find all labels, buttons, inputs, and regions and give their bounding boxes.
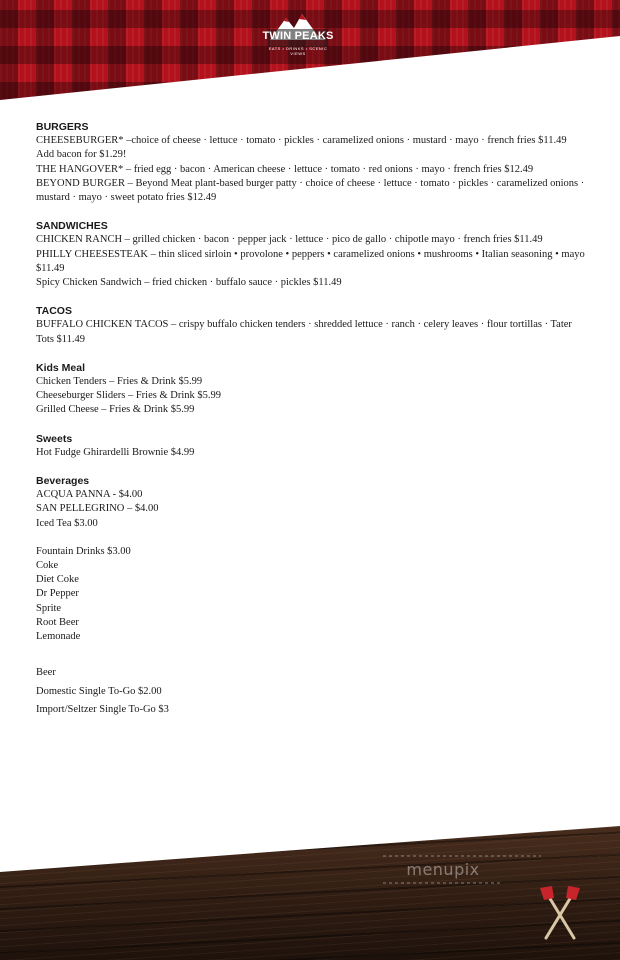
menupix-watermark	[383, 854, 543, 884]
menu-item: SAN PELLEGRINO – $4.00	[36, 503, 159, 515]
section-beverages	[36, 474, 592, 644]
menu-item: PHILLY CHEESESTEAK – thin sliced sirloin • provolone • peppers • caramelized onions • mushrooms • Italian seasoning • mayo $11.49	[36, 248, 585, 274]
menu-item: Lemonade	[36, 631, 81, 643]
menu-item: ACQUA PANNA - $4.00	[36, 489, 143, 501]
watermark-text: menupix	[406, 860, 480, 879]
menu-item: Import/Seltzer Single To-Go $3	[36, 703, 169, 715]
section-beer	[36, 666, 592, 717]
brand-logo	[262, 10, 334, 60]
plaid-header	[0, 0, 620, 100]
section-title: SANDWICHES	[36, 220, 108, 233]
footer-diagonal-edge	[0, 820, 620, 960]
menu-item: CHICKEN RANCH – grilled chicken · bacon · pepper jack · lettuce · pico de gallo · chipotle mayo · french fries $11.49	[36, 234, 543, 246]
menu-item: Spicy Chicken Sandwich – fried chicken · buffalo sauce · pickles $11.49	[36, 277, 342, 289]
section-sandwiches	[36, 219, 592, 290]
section-title: Kids Meal	[36, 361, 86, 374]
crossed-axes-icon	[536, 884, 584, 942]
menu-item: Chicken Tenders – Fries & Drink $5.99	[36, 376, 203, 388]
section-kids-meal	[36, 361, 592, 418]
menu-item: CHEESEBURGER* –choice of cheese · lettuce · tomato · pickles · caramelized onions · mustard · mayo · french fries $11.49	[36, 135, 567, 147]
spacer	[36, 531, 592, 545]
menu-item: Diet Coke	[36, 574, 79, 586]
section-title: TACOS	[36, 305, 72, 318]
menu-item: Add bacon for $1.29!	[36, 149, 127, 161]
fountain-drinks-title: Fountain Drinks $3.00	[36, 545, 131, 557]
menu-item: Sprite	[36, 602, 62, 614]
section-sweets	[36, 432, 592, 460]
menu-item: Coke	[36, 560, 59, 572]
section-burgers	[36, 120, 592, 205]
section-tacos	[36, 304, 592, 347]
menu-item: Dr Pepper	[36, 588, 79, 600]
menu-item: THE HANGOVER* – fried egg · bacon · American cheese · lettuce · tomato · red onions · mayo · french fries $12.49	[36, 163, 534, 175]
section-title: Beverages	[36, 475, 90, 488]
menu-item: Domestic Single To-Go $2.00	[36, 685, 162, 697]
menu-item: Grilled Cheese – Fries & Drink $5.99	[36, 404, 195, 416]
menu-item: Cheeseburger Sliders – Fries & Drink $5.99	[36, 390, 221, 402]
menu-item: Iced Tea $3.00	[36, 517, 98, 529]
brand-tagline: EATS • DRINKS • SCENIC VIEWS	[268, 46, 328, 56]
menu-item: BEYOND BURGER – Beyond Meat plant-based burger patty · choice of cheese · lettuce · tomato · pickles · caramelized onions · mustard · mayo · sweet potato fries $12.49	[36, 177, 585, 204]
brand-name: TWIN PEAKS	[262, 30, 334, 42]
menu-content	[36, 120, 592, 731]
section-title: Beer	[36, 667, 56, 679]
menu-item: BUFFALO CHICKEN TACOS – crispy buffalo chicken tenders · shredded lettuce · ranch · celery leaves · flour tortillas · Tater Tots $11.49	[36, 319, 572, 345]
menu-item: Hot Fudge Ghirardelli Brownie $4.99	[36, 446, 195, 458]
wood-footer	[0, 820, 620, 960]
section-title: Sweets	[36, 432, 73, 445]
section-title: BURGERS	[36, 121, 89, 133]
menu-item: Root Beer	[36, 616, 79, 628]
